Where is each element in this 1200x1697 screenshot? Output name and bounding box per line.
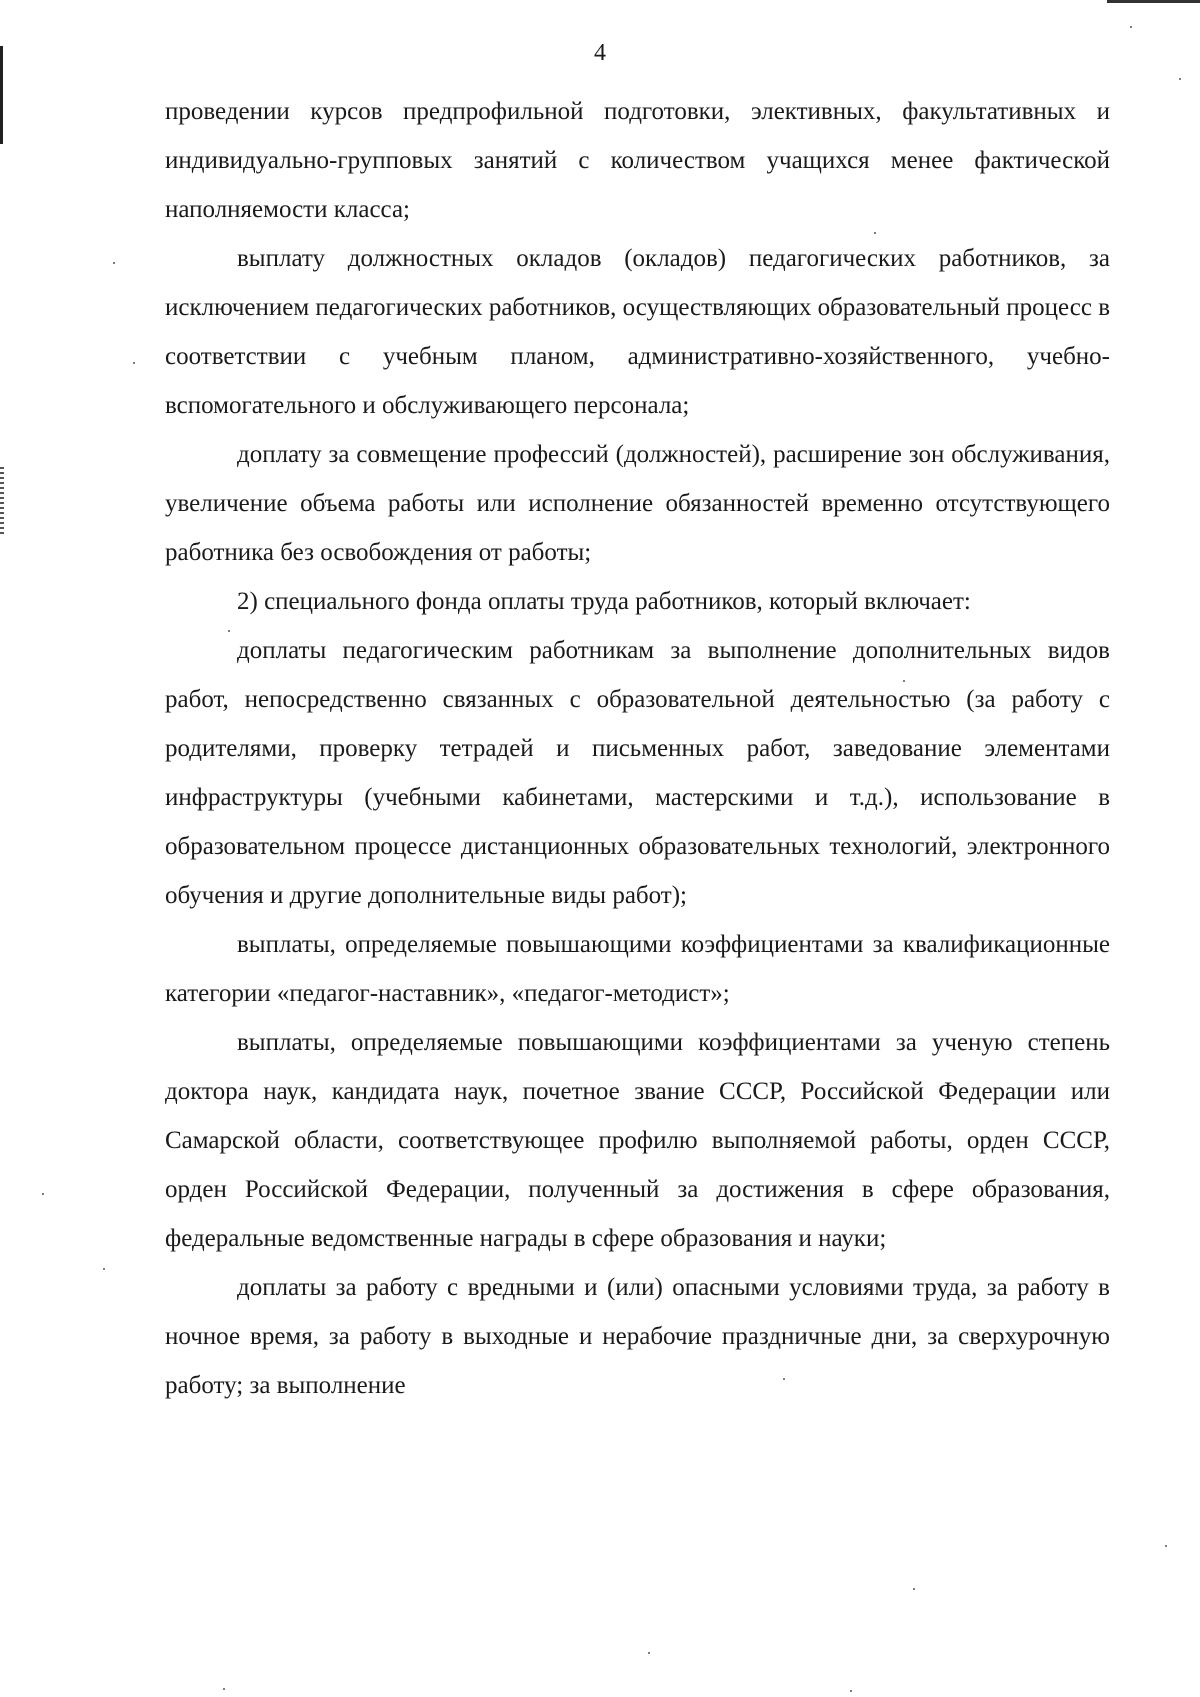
scan-speck (103, 1268, 105, 1270)
paragraph: доплату за совмещение профессий (должностей), расширение зон обслуживания, увеличение объема работы или исполнение обязанностей временно отсутствующего работника без освобождения от работы; (165, 441, 1110, 566)
scan-speck (42, 1193, 44, 1195)
scan-speck (223, 1688, 225, 1690)
scan-speck (1165, 1545, 1167, 1547)
page-number: 4 (594, 40, 606, 66)
scan-speck (913, 1588, 915, 1590)
scan-binding-marks (0, 467, 4, 535)
paragraph: выплаты, определяемые повышающими коэффициентами за ученую степень доктора наук, кандидата наук, почетное звание СССР, Российской Федерации или Самарской области, соответствующее профилю выполняемой работы, орден СССР, орден Российской Федерации, полученный за достижения в сфере образования, федеральные ведомственные награды в сфере образования и науки; (165, 1029, 1110, 1252)
scan-speck (1130, 26, 1132, 28)
scan-speck (133, 362, 135, 364)
paragraph: выплату должностных окладов (окладов) педагогических работников, за исключением педагогических работников, осуществляющих образовательный процесс в соответствии с учебным планом, административно-хозяйственного, учебно-вспомогательного и обслуживающего персонала; (165, 245, 1110, 419)
scan-speck (113, 262, 115, 264)
scan-edge-line (1107, 0, 1200, 3)
paragraph: доплаты педагогическим работникам за выполнение дополнительных видов работ, непосредственно связанных с образовательной деятельностью (за работу с родителями, проверку тетрадей и письменных работ, заведование элементами инфраструктуры (учебными кабинетами, мастерскими и т.д.), использование в образовательном процессе дистанционных образовательных технологий, электронного обучения и другие дополнительные виды работ); (165, 637, 1110, 909)
scan-speck (1179, 78, 1181, 80)
paragraph: проведении курсов предпрофильной подготовки, элективных, факультативных и индивидуально-групповых занятий с количеством учащихся менее фактической наполняемости класса; (165, 98, 1110, 223)
scan-speck (648, 1652, 650, 1654)
paragraph: доплаты за работу с вредными и (или) опасными условиями труда, за работу в ночное время, за работу в выходные и нерабочие праздничные дни, за сверхурочную работу; за выполнение (165, 1274, 1110, 1399)
paragraph: выплаты, определяемые повышающими коэффициентами за квалификационные категории «педагог-наставник», «педагог-методист»; (165, 931, 1110, 1007)
paragraph: 2) специального фонда оплаты труда работников, который включает: (237, 588, 971, 615)
document-body (165, 87, 1110, 1410)
scan-speck (850, 1690, 852, 1692)
